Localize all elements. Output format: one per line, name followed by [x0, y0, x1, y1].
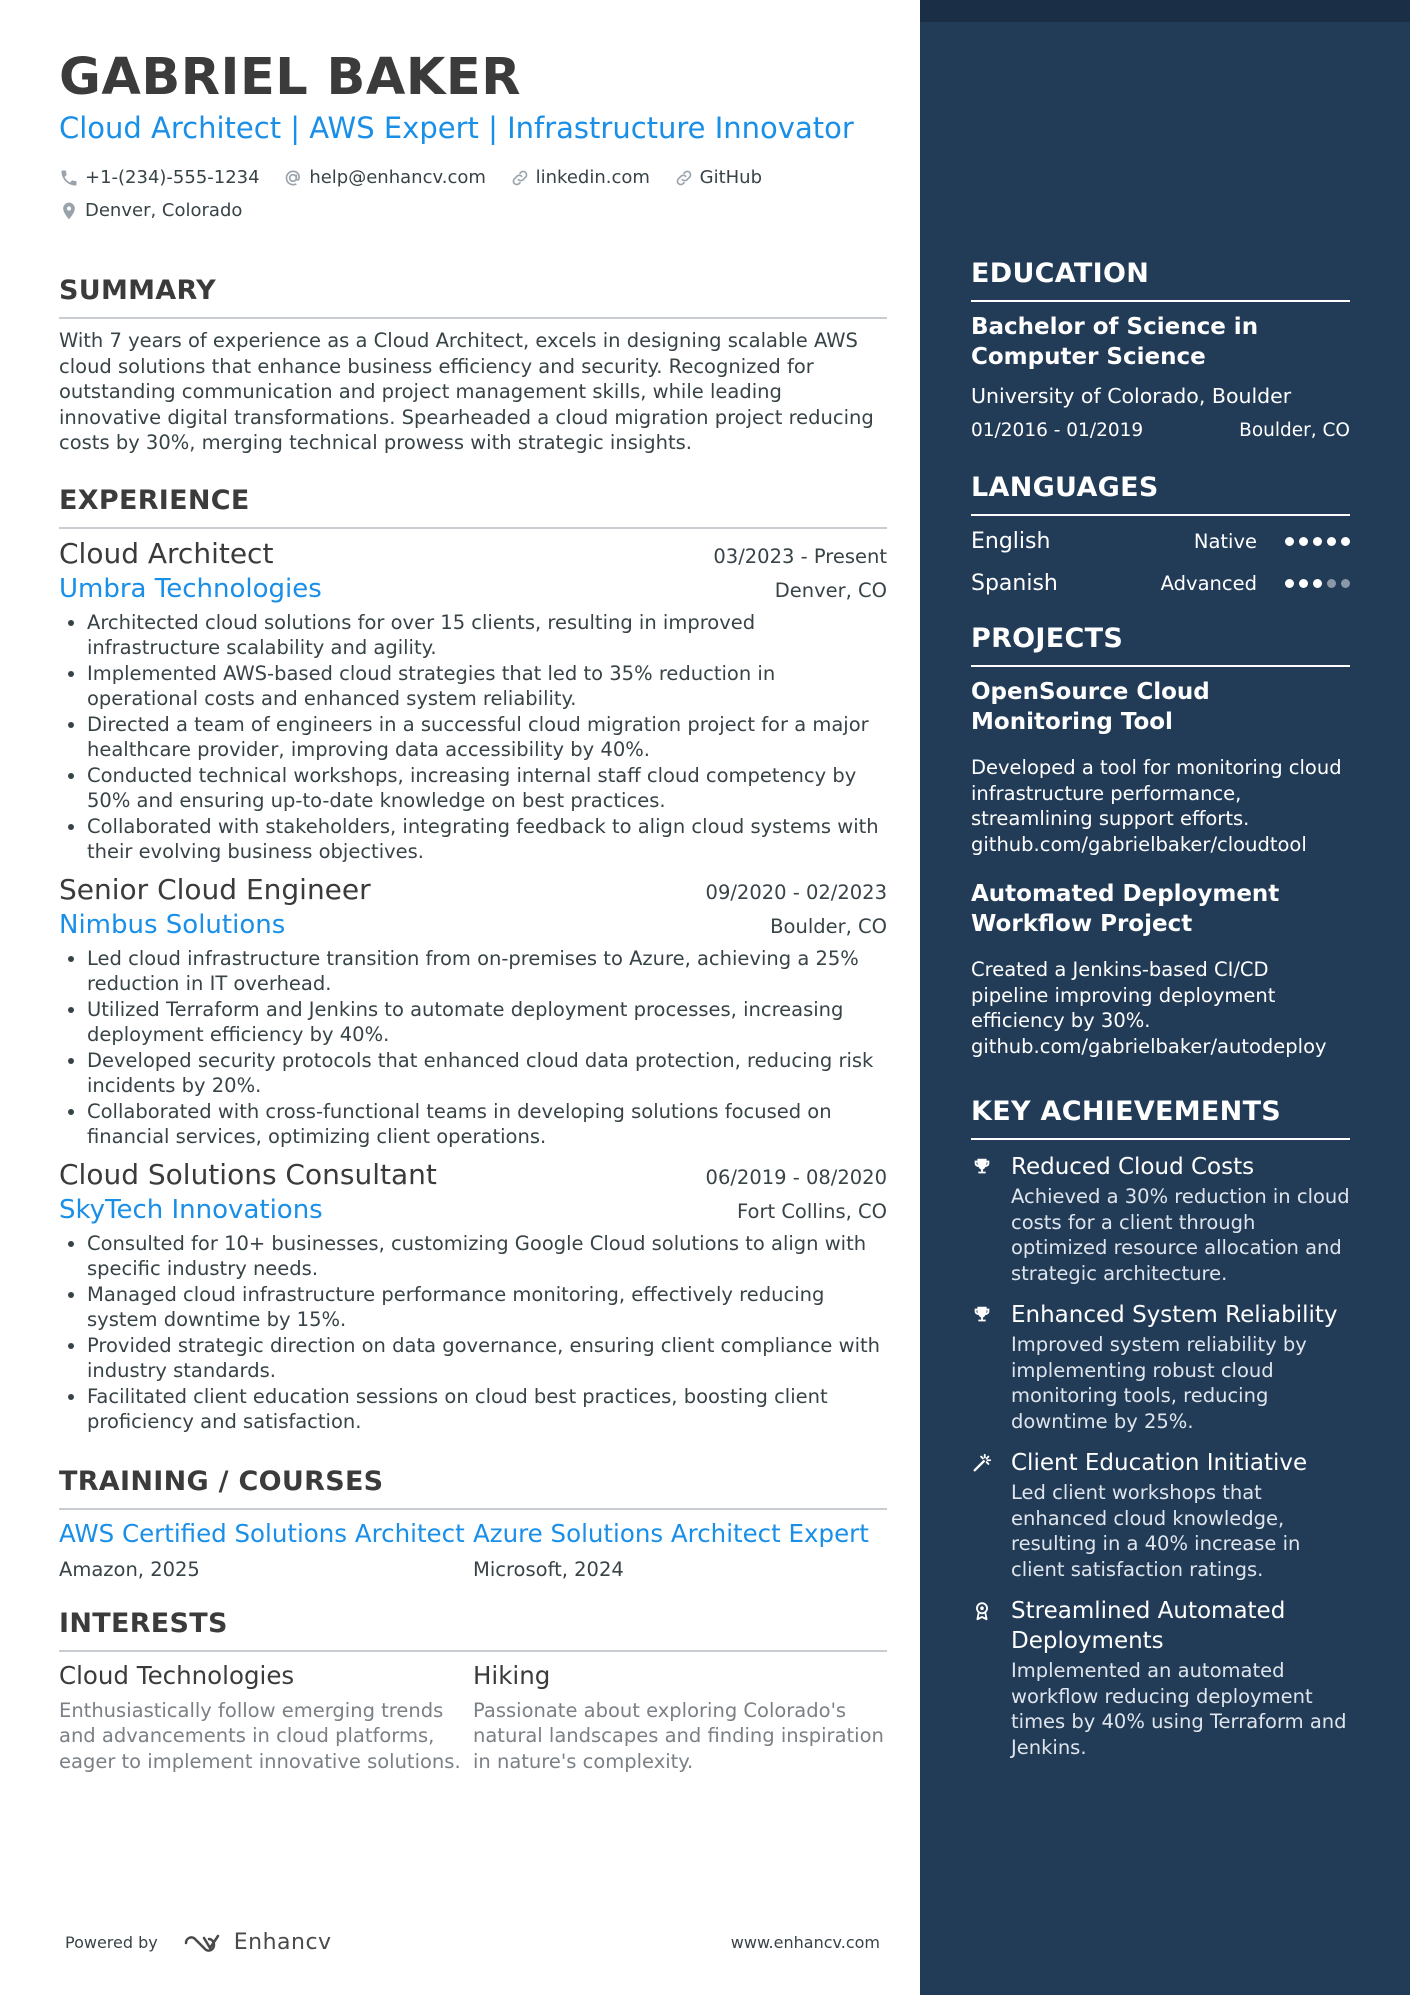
interests-section	[59, 1607, 887, 1775]
project-title: OpenSource Cloud Monitoring Tool	[971, 679, 1210, 735]
job-bullets	[59, 610, 887, 865]
brand-name: Enhancv	[233, 1930, 332, 1955]
interest-entry	[473, 1660, 887, 1775]
rating-dot-empty	[1327, 579, 1336, 588]
bullet-item: • Implemented AWS-based cloud strategies that led to 35% reduction in operational costs and enhanced system reliability.	[87, 661, 887, 712]
bullet-item: • Directed a team of engineers in a successful cloud migration project for a major healthcare provider, improving data accessibility by 40%.	[87, 712, 887, 763]
language-entry	[971, 524, 1350, 558]
language-name: English	[971, 528, 1051, 554]
project-entry	[971, 879, 1350, 1059]
rating-dot-filled	[1285, 537, 1294, 546]
candidate-name: GABRIEL BAKER	[59, 48, 522, 107]
summary-section	[59, 274, 887, 456]
rating-dot-empty	[1341, 579, 1350, 588]
job-title: Cloud Architect	[59, 536, 274, 570]
trophy-icon	[971, 1152, 1011, 1286]
wand-icon	[971, 1448, 1011, 1582]
enhancv-logo[interactable]	[182, 1930, 332, 1955]
education-location: Boulder, CO	[1239, 420, 1350, 441]
section-divider	[59, 527, 887, 529]
achievement-entry	[971, 1300, 1350, 1434]
summary-heading: SUMMARY	[59, 275, 216, 306]
at-icon	[283, 168, 303, 188]
course-provider: Microsoft, 2024	[473, 1557, 624, 1581]
achievement-title: Client Education Initiative	[1011, 1450, 1308, 1476]
projects-heading: PROJECTS	[971, 623, 1124, 654]
phone-icon	[59, 168, 79, 188]
rating-dot-filled	[1299, 537, 1308, 546]
contact-location	[59, 197, 242, 225]
bullet-item: • Consulted for 10+ businesses, customizing Google Cloud solutions to align with specific industry needs.	[87, 1231, 887, 1282]
language-rating	[1285, 579, 1350, 588]
degree: Bachelor of Science in Computer Science	[971, 314, 1259, 370]
sidebar	[920, 0, 1410, 1995]
language-entry	[971, 566, 1350, 600]
section-divider	[971, 1138, 1350, 1140]
job-entry	[59, 1157, 887, 1435]
link-icon	[510, 168, 530, 188]
achievements-section	[971, 1095, 1350, 1760]
company-name[interactable]: Umbra Technologies	[59, 573, 322, 604]
achievement-description: Led client workshops that enhanced cloud knowledge, resulting in a 40% increase in client satisfaction ratings.	[1011, 1481, 1301, 1581]
bullet-item: • Collaborated with cross-functional teams in developing solutions focused on financial services, optimizing client operations.	[87, 1099, 887, 1150]
course-entry	[59, 1518, 473, 1581]
interest-description: Passionate about exploring Colorado's natural landscapes and finding inspiration in nature's complexity.	[473, 1698, 884, 1773]
location-text: Denver, Colorado	[85, 200, 243, 221]
company-name[interactable]: SkyTech Innovations	[59, 1194, 323, 1225]
achievements-heading: KEY ACHIEVEMENTS	[971, 1096, 1282, 1127]
contact-phone[interactable]	[59, 164, 260, 192]
languages-heading: LANGUAGES	[971, 472, 1159, 503]
course-entry	[473, 1518, 887, 1581]
job-title: Cloud Solutions Consultant	[59, 1157, 437, 1191]
job-dates: 09/2020 - 02/2023	[705, 880, 887, 904]
languages-section	[971, 471, 1350, 600]
rating-dot-filled	[1285, 579, 1294, 588]
rating-dot-filled	[1341, 537, 1350, 546]
bullet-item: • Developed security protocols that enhanced cloud data protection, reducing risk incidents by 20%.	[87, 1048, 887, 1099]
bullet-item: • Managed cloud infrastructure performance monitoring, effectively reducing system downtime by 15%.	[87, 1282, 887, 1333]
bullet-item: • Utilized Terraform and Jenkins to automate deployment processes, increasing deployment efficiency by 40%.	[87, 997, 887, 1048]
job-bullets	[59, 946, 887, 1150]
course-title[interactable]: AWS Certified Solutions Architect	[59, 1518, 465, 1548]
trophy-icon	[971, 1300, 1011, 1434]
bullet-item: • Architected cloud solutions for over 15 clients, resulting in improved infrastructure scalability and agility.	[87, 610, 887, 661]
education-dates: 01/2016 - 01/2019	[971, 420, 1144, 441]
interests-heading: INTERESTS	[59, 1607, 228, 1639]
bullet-item: • Led cloud infrastructure transition from on-premises to Azure, achieving a 25% reduction in IT overhead.	[87, 946, 887, 997]
section-divider	[971, 665, 1350, 667]
education-section	[971, 257, 1350, 441]
training-heading: TRAINING / COURSES	[59, 1465, 384, 1497]
interest-description: Enthusiastically follow emerging trends and advancements in cloud platforms, eager to implement innovative solutions.	[59, 1698, 461, 1773]
rating-dot-filled	[1327, 537, 1336, 546]
rating-dot-filled	[1313, 579, 1322, 588]
project-entry	[971, 677, 1350, 857]
interest-title: Cloud Technologies	[59, 1660, 295, 1690]
job-dates: 06/2019 - 08/2020	[705, 1165, 887, 1189]
contact-info	[59, 164, 819, 230]
interest-title: Hiking	[473, 1660, 551, 1690]
experience-heading: EXPERIENCE	[59, 484, 250, 516]
bullet-item: • Collaborated with stakeholders, integrating feedback to align cloud systems with their evolving business objectives.	[87, 814, 887, 865]
achievement-entry	[971, 1448, 1350, 1582]
company-name[interactable]: Nimbus Solutions	[59, 909, 286, 940]
job-entry	[59, 872, 887, 1150]
achievement-entry	[971, 1152, 1350, 1286]
language-name: Spanish	[971, 570, 1058, 596]
bullet-item: • Provided strategic direction on data governance, ensuring client compliance with industry standards.	[87, 1333, 887, 1384]
medal-icon	[971, 1596, 1011, 1760]
job-entry	[59, 536, 887, 865]
job-location: Denver, CO	[774, 578, 887, 602]
contact-linkedin[interactable]	[510, 164, 650, 192]
bullet-item: • Facilitated client education sessions on cloud best practices, boosting client proficiency and satisfaction.	[87, 1384, 887, 1435]
link-icon	[674, 168, 694, 188]
rating-dot-filled	[1313, 537, 1322, 546]
footer	[65, 1930, 880, 1955]
phone-text: +1-(234)-555-1234	[85, 167, 260, 188]
achievement-entry	[971, 1596, 1350, 1760]
sidebar-top-bar	[920, 0, 1410, 22]
language-level: Native	[1193, 529, 1257, 553]
achievement-description: Improved system reliability by implementing robust cloud monitoring tools, reducing downtime by 25%.	[1011, 1333, 1307, 1433]
course-title[interactable]: Azure Solutions Architect Expert	[473, 1518, 869, 1548]
section-divider	[971, 514, 1350, 516]
achievement-title: Enhanced System Reliability	[1011, 1302, 1338, 1328]
project-title: Automated Deployment Workflow Project	[971, 881, 1280, 937]
tagline: Cloud Architect | AWS Expert | Infrastructure Innovator	[59, 111, 854, 145]
experience-section	[59, 484, 887, 1435]
language-level: Advanced	[1160, 571, 1257, 595]
project-description: Developed a tool for monitoring cloud infrastructure performance, streamlining support efforts. github.com/gabrielbaker/cloudtool	[971, 756, 1342, 856]
job-location: Fort Collins, CO	[737, 1199, 887, 1223]
linkedin-text: linkedin.com	[535, 167, 650, 188]
project-description: Created a Jenkins-based CI/CD pipeline improving deployment efficiency by 30%. github.com/gabrielbaker/autodeploy	[971, 958, 1327, 1058]
rating-dot-filled	[1299, 579, 1308, 588]
email-text: help@enhancv.com	[309, 167, 486, 188]
github-text: GitHub	[699, 167, 763, 188]
section-divider	[59, 317, 887, 319]
summary-text: With 7 years of experience as a Cloud Architect, excels in designing scalable AWS cloud solutions that enhance business efficiency and security. Recognized for outstanding communication and project management skills, while leading innovative digital transformations. Spearheaded a cloud migration project reducing costs by 30%, merging technical prowess with strategic insights.	[59, 329, 874, 454]
course-provider: Amazon, 2025	[59, 1557, 200, 1581]
projects-section	[971, 622, 1350, 1059]
section-divider	[59, 1508, 887, 1510]
bullet-item: • Conducted technical workshops, increasing internal staff cloud competency by 50% and ensuring up-to-date knowledge on best practices.	[87, 763, 887, 814]
website-link[interactable]: www.enhancv.com	[730, 1933, 880, 1952]
achievement-description: Achieved a 30% reduction in cloud costs for a client through optimized resource allocation and strategic architecture.	[1011, 1185, 1350, 1285]
section-divider	[59, 1650, 887, 1652]
enhancv-logo-icon	[182, 1931, 228, 1955]
achievement-description: Implemented an automated workflow reducing deployment times by 40% using Terraform and Jenkins.	[1011, 1659, 1347, 1759]
job-location: Boulder, CO	[770, 914, 887, 938]
job-dates: 03/2023 - Present	[713, 544, 887, 568]
job-title: Senior Cloud Engineer	[59, 872, 371, 906]
contact-github[interactable]	[674, 164, 762, 192]
achievement-title: Reduced Cloud Costs	[1011, 1154, 1255, 1180]
job-bullets	[59, 1231, 887, 1435]
contact-email[interactable]	[283, 164, 486, 192]
school: University of Colorado, Boulder	[971, 384, 1292, 408]
training-section	[59, 1465, 887, 1581]
powered-by-text: Powered by	[65, 1933, 158, 1952]
section-divider	[971, 300, 1350, 302]
language-rating	[1285, 537, 1350, 546]
interest-entry	[59, 1660, 473, 1775]
location-pin-icon	[59, 201, 79, 221]
education-heading: EDUCATION	[971, 258, 1150, 289]
achievement-title: Streamlined Automated Deployments	[1011, 1598, 1286, 1654]
